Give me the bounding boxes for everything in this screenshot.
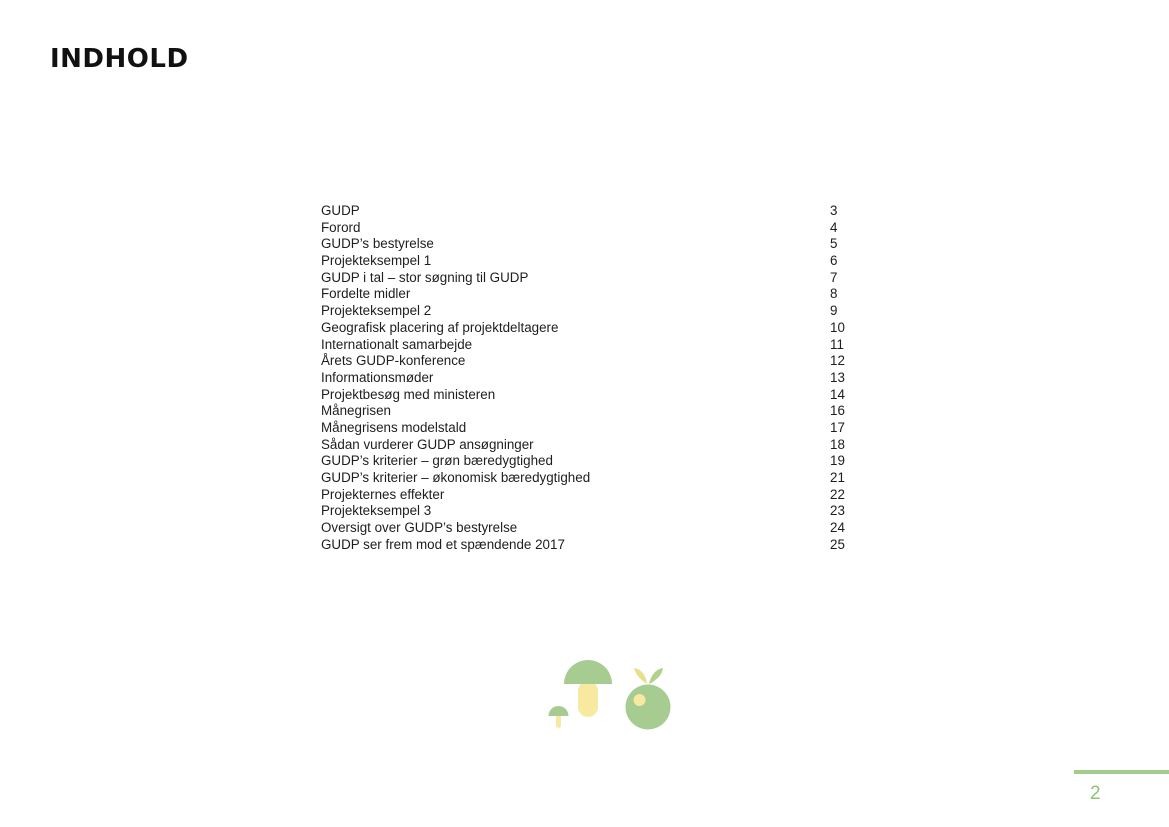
toc-entry[interactable] bbox=[321, 503, 861, 520]
toc-entry-label: Informationsmøder bbox=[321, 369, 434, 385]
toc-entry[interactable] bbox=[321, 537, 861, 554]
toc-entry[interactable] bbox=[321, 220, 861, 237]
toc-entry[interactable] bbox=[321, 453, 861, 470]
toc-entry[interactable] bbox=[321, 253, 861, 270]
toc-entry[interactable] bbox=[321, 286, 861, 303]
toc-entry-label: Projekteksempel 1 bbox=[321, 253, 432, 269]
small-mushroom-icon bbox=[549, 706, 569, 728]
toc-entry-label: Årets GUDP-konference bbox=[321, 353, 466, 369]
toc-entry-label: Projekteksempel 2 bbox=[321, 303, 432, 319]
toc-entry-page: 12 bbox=[830, 353, 845, 369]
toc-entry-label: GUDP’s bestyrelse bbox=[321, 236, 434, 252]
toc-entry-page: 24 bbox=[830, 520, 845, 536]
toc-entry-label: Forord bbox=[321, 219, 361, 235]
toc-entry-page: 18 bbox=[830, 436, 845, 452]
toc-entry[interactable] bbox=[321, 487, 861, 504]
toc-entry-label: Oversigt over GUDP’s bestyrelse bbox=[321, 520, 518, 536]
toc-entry-label: GUDP bbox=[321, 203, 360, 218]
toc-entry-page: 21 bbox=[830, 470, 845, 485]
toc-entry[interactable] bbox=[321, 470, 861, 487]
toc-entry[interactable] bbox=[321, 437, 861, 454]
toc-entry[interactable] bbox=[321, 203, 861, 220]
page-title: INDHOLD bbox=[50, 44, 189, 74]
toc-entry-page: 25 bbox=[830, 536, 845, 552]
toc-entry-label: GUDP i tal – stor søgning til GUDP bbox=[321, 269, 529, 285]
toc-entry-label: Internationalt samarbejde bbox=[321, 336, 473, 352]
toc-entry-page: 8 bbox=[830, 286, 838, 302]
toc-entry-label: Projekteksempel 3 bbox=[321, 503, 432, 519]
toc-entry[interactable] bbox=[321, 370, 861, 387]
toc-entry[interactable] bbox=[321, 270, 861, 287]
toc-entry[interactable] bbox=[321, 236, 861, 253]
toc-entry-label: Projekternes effekter bbox=[321, 486, 445, 502]
toc-entry-page: 4 bbox=[830, 219, 838, 235]
table-of-contents bbox=[321, 203, 861, 553]
toc-entry[interactable] bbox=[321, 303, 861, 320]
toc-entry-label: GUDP’s kriterier – økonomisk bæredygtighed bbox=[321, 470, 591, 485]
toc-entry-label: GUDP ser frem mod et spændende 2017 bbox=[321, 536, 565, 552]
toc-entry-page: 11 bbox=[830, 336, 844, 352]
page-number: 2 bbox=[1090, 783, 1101, 804]
toc-entry-label: Fordelte midler bbox=[321, 286, 411, 302]
toc-entry[interactable] bbox=[321, 337, 861, 354]
footer-rule bbox=[1074, 770, 1169, 774]
toc-entry-page: 16 bbox=[830, 403, 845, 419]
toc-entry[interactable] bbox=[321, 520, 861, 537]
toc-entry-page: 10 bbox=[830, 319, 845, 335]
toc-entry-label: Geografisk placering af projektdeltagere bbox=[321, 319, 559, 335]
toc-entry-label: Sådan vurderer GUDP ansøgninger bbox=[321, 436, 534, 452]
toc-entry-page: 17 bbox=[830, 419, 845, 435]
toc-entry-page: 3 bbox=[830, 203, 838, 218]
toc-entry[interactable] bbox=[321, 320, 861, 337]
toc-entry-label: GUDP’s kriterier – grøn bæredygtighed bbox=[321, 453, 553, 469]
toc-entry-page: 7 bbox=[830, 269, 838, 285]
toc-entry[interactable] bbox=[321, 353, 861, 370]
mushroom-apple-illustration bbox=[540, 655, 680, 735]
toc-entry-label: Projektbesøg med ministeren bbox=[321, 386, 496, 402]
toc-entry[interactable] bbox=[321, 420, 861, 437]
toc-entry[interactable] bbox=[321, 387, 861, 404]
toc-entry-page: 9 bbox=[830, 303, 838, 319]
toc-entry-page: 19 bbox=[830, 453, 845, 469]
toc-entry-page: 22 bbox=[830, 486, 845, 502]
toc-entry-page: 6 bbox=[830, 253, 838, 269]
toc-entry-page: 14 bbox=[830, 386, 845, 402]
toc-entry[interactable] bbox=[321, 403, 861, 420]
apple-icon bbox=[626, 668, 671, 730]
toc-entry-page: 5 bbox=[830, 236, 838, 252]
large-mushroom-icon bbox=[564, 660, 612, 717]
toc-entry-page: 23 bbox=[830, 503, 845, 519]
illustration-svg bbox=[540, 655, 680, 735]
toc-entry-label: Månegrisens modelstald bbox=[321, 419, 467, 435]
toc-entry-page: 13 bbox=[830, 369, 845, 385]
toc-entry-label: Månegrisen bbox=[321, 403, 391, 419]
